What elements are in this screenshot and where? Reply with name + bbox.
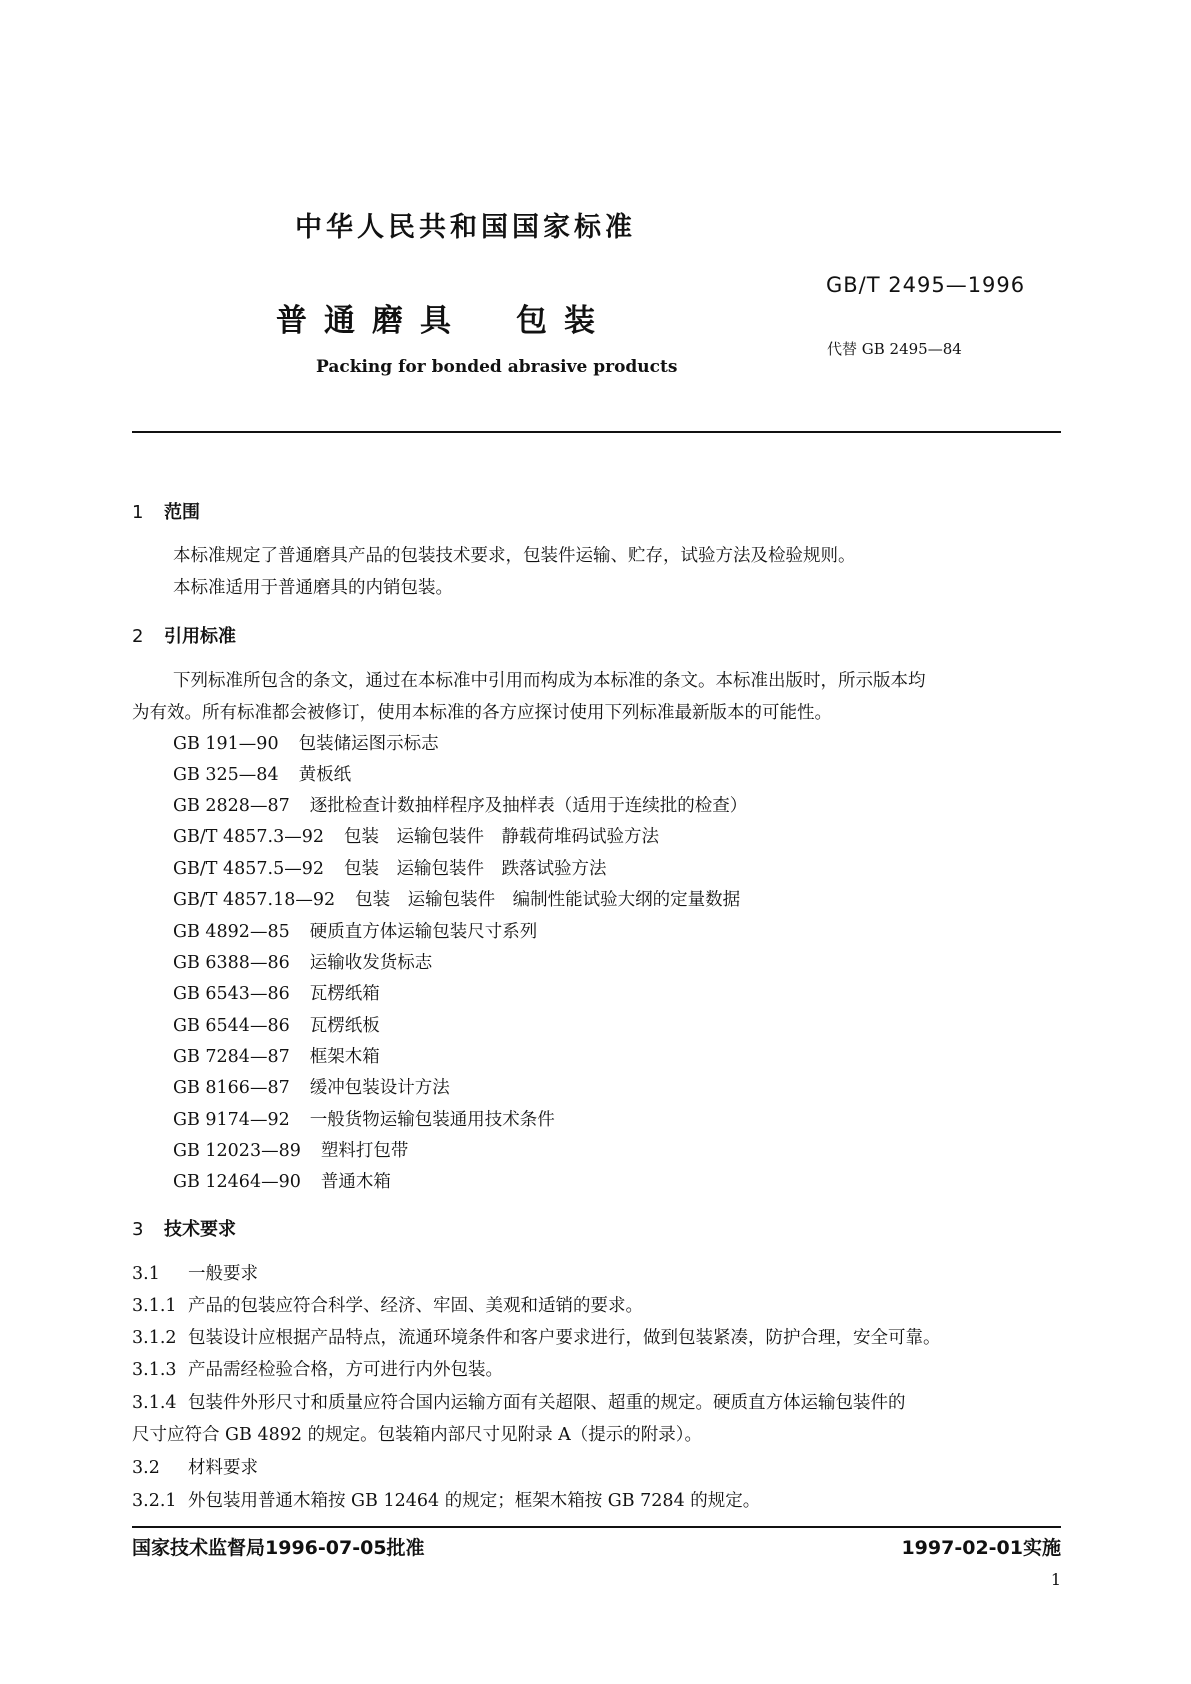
reference-item (173, 792, 747, 817)
reference-item (173, 1106, 555, 1131)
paragraph: 本标准规定了普通磨具产品的包装技术要求，包装件运输、贮存，试验方法及检验规则。 (173, 546, 856, 566)
reference-title: 瓦楞纸箱 (309, 984, 380, 1004)
reference-item (173, 730, 439, 755)
reference-code: GB 325—84 (173, 765, 279, 785)
paragraph: 本标准适用于普通磨具的内销包装。 (173, 578, 453, 598)
reference-title: 包装 运输包装件 跌落试验方法 (343, 859, 607, 879)
reference-item (173, 949, 432, 974)
reference-item (173, 918, 537, 943)
country-standard-heading: 中华人民共和国国家标准 (295, 212, 636, 243)
clause-text: 包装件外形尺寸和质量应符合国内运输方面有关超限、超重的规定。硬质直方体运输包装件的 (188, 1393, 906, 1413)
reference-item (173, 761, 351, 786)
clause-number: 3.2.1 (132, 1491, 177, 1511)
reference-title: 框架木箱 (309, 1047, 380, 1067)
clause (132, 1389, 906, 1414)
clause-text: 产品需经检验合格，方可进行内外包装。 (188, 1360, 503, 1380)
footer-divider (132, 1526, 1061, 1528)
clause-number: 3.1.2 (132, 1328, 177, 1348)
reference-item (173, 1137, 408, 1162)
reference-item (173, 1012, 380, 1037)
reference-title: 一般货物运输包装通用技术条件 (309, 1110, 555, 1130)
reference-title: 包装 运输包装件 编制性能试验大纲的定量数据 (355, 890, 741, 910)
clause-number: 3.1 (132, 1264, 160, 1284)
reference-code: GB 8166—87 (173, 1078, 290, 1098)
reference-code: GB 191—90 (173, 734, 279, 754)
reference-title: 包装 运输包装件 静载荷堆码试验方法 (343, 827, 659, 847)
reference-title: 运输收发货标志 (309, 953, 433, 973)
reference-code: GB 12023—89 (173, 1141, 301, 1161)
title-english: Packing for bonded abrasive products (316, 357, 678, 377)
reference-code: GB 9174—92 (173, 1110, 290, 1130)
reference-item (173, 1043, 380, 1068)
effective-date: 1997-02-01实施 (901, 1537, 1061, 1559)
section-2-heading (132, 622, 236, 648)
reference-item (173, 1074, 450, 1099)
reference-code: GB 4892—85 (173, 922, 290, 942)
reference-title: 塑料打包带 (320, 1141, 409, 1161)
reference-code: GB 6388—86 (173, 953, 290, 973)
reference-title: 缓冲包装设计方法 (309, 1078, 450, 1098)
section-title: 范围 (164, 502, 200, 523)
clause-text: 一般要求 (188, 1264, 258, 1284)
reference-code: GB 2828—87 (173, 796, 290, 816)
reference-title: 瓦楞纸板 (309, 1016, 380, 1036)
reference-code: GB/T 4857.3—92 (173, 827, 324, 847)
reference-code: GB 6543—86 (173, 984, 290, 1004)
clause-number: 3.2 (132, 1458, 160, 1478)
paragraph: 下列标准所包含的条文，通过在本标准中引用而构成为本标准的条文。本标准出版时，所示版本均 (173, 671, 926, 691)
reference-item (173, 855, 606, 880)
reference-code: GB/T 4857.5—92 (173, 859, 324, 879)
reference-title: 逐批检查计数抽样程序及抽样表（适用于连续批的检查） (309, 796, 748, 816)
clause-text: 包装设计应根据产品特点，流通环境条件和客户要求进行，做到包装紧凑，防护合理，安全可靠。 (188, 1328, 941, 1348)
section-3-heading (132, 1215, 236, 1241)
reference-code: GB 7284—87 (173, 1047, 290, 1067)
reference-code: GB 6544—86 (173, 1016, 290, 1036)
section-title: 引用标准 (164, 626, 236, 647)
approval-date: 国家技术监督局1996-07-05批准 (132, 1537, 425, 1559)
reference-item (173, 823, 659, 848)
standard-number: GB/T 2495—1996 (826, 273, 1026, 297)
clause-text: 外包装用普通木箱按 GB 12464 的规定；框架木箱按 GB 7284 的规定。 (188, 1491, 761, 1511)
clause-number: 3.1.3 (132, 1360, 177, 1380)
reference-title: 包装储运图示标志 (298, 734, 439, 754)
header-divider (132, 431, 1061, 433)
clause-text: 尺寸应符合 GB 4892 的规定。包装箱内部尺寸见附录 A（提示的附录）。 (132, 1425, 703, 1445)
clause-number: 3.1.4 (132, 1393, 177, 1413)
reference-code: GB 12464—90 (173, 1172, 301, 1192)
clause (132, 1454, 258, 1479)
clause-text: 材料要求 (188, 1458, 258, 1478)
clause-text: 产品的包装应符合科学、经济、牢固、美观和适销的要求。 (188, 1296, 643, 1316)
reference-item (173, 980, 380, 1005)
page-number: 1 (1050, 1570, 1061, 1589)
section-1-heading (132, 498, 200, 524)
paragraph: 为有效。所有标准都会被修订，使用本标准的各方应探讨使用下列标准最新版本的可能性。 (132, 703, 832, 723)
reference-item (173, 886, 740, 911)
clause (132, 1356, 503, 1381)
clause (132, 1324, 941, 1349)
section-title: 技术要求 (164, 1219, 236, 1240)
clause (132, 1292, 643, 1317)
reference-title: 普通木箱 (320, 1172, 391, 1192)
reference-title: 黄板纸 (298, 765, 352, 785)
reference-code: GB/T 4857.18—92 (173, 890, 336, 910)
clause-number: 3.1.1 (132, 1296, 177, 1316)
title-chinese: 普通磨具 包装 (276, 303, 612, 339)
replaces-note: 代替 GB 2495—84 (827, 340, 962, 358)
section-number: 1 (132, 502, 144, 523)
section-number: 2 (132, 626, 144, 647)
clause-continuation (132, 1421, 702, 1446)
clause (132, 1487, 760, 1512)
reference-item (173, 1168, 391, 1193)
clause (132, 1260, 258, 1285)
section-number: 3 (132, 1219, 144, 1240)
reference-title: 硬质直方体运输包装尺寸系列 (309, 922, 538, 942)
